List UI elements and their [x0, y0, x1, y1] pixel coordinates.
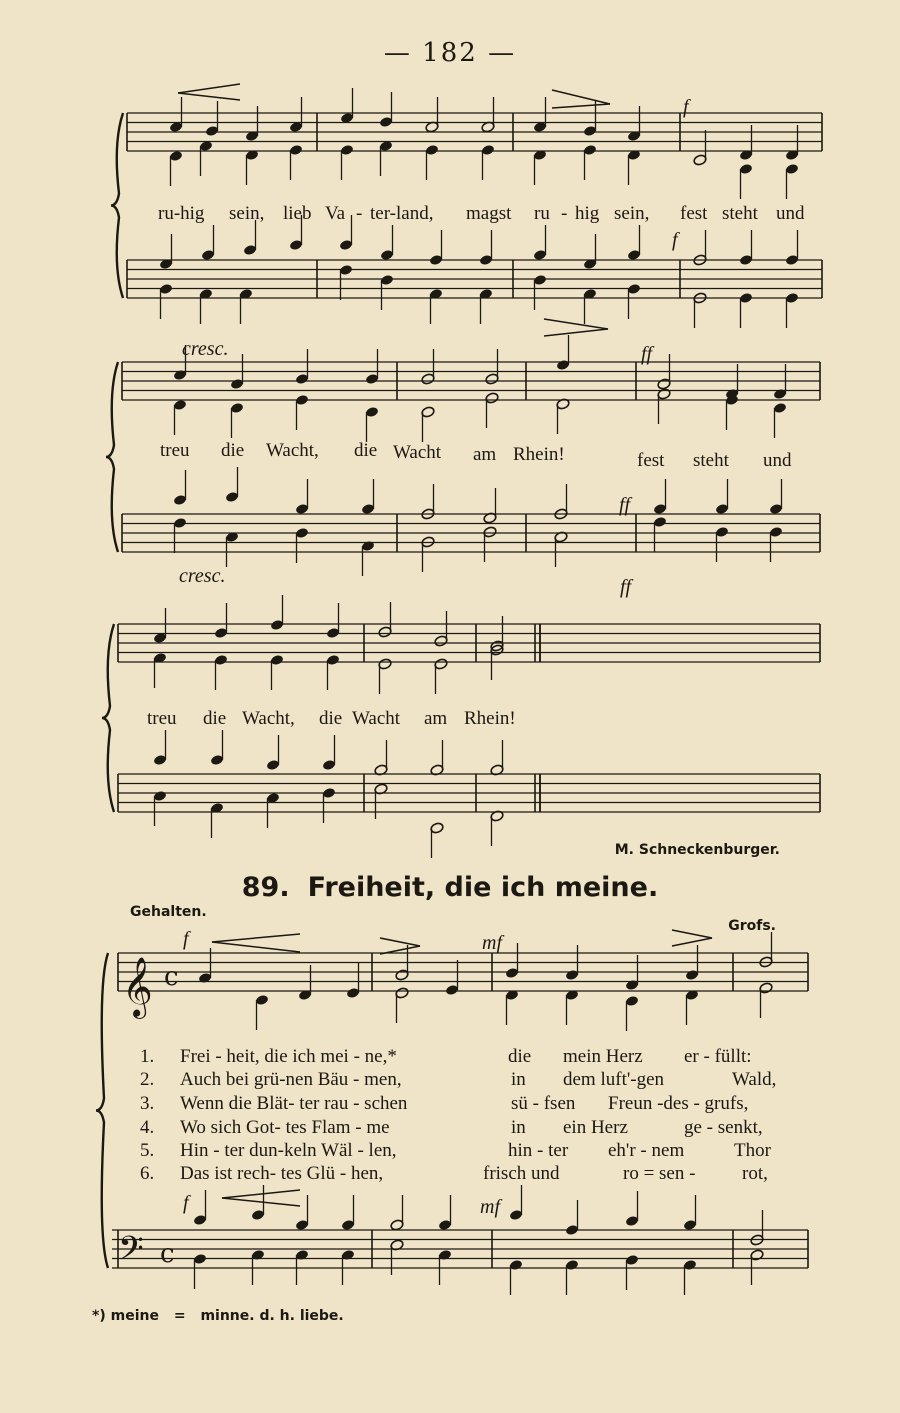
lyric-syllable: am	[473, 444, 497, 465]
verse-line	[138, 1046, 818, 1068]
verse-text: Das ist rech- tes Glü - hen,	[180, 1163, 384, 1184]
verse-line	[138, 1093, 818, 1115]
verse-text: rot,	[742, 1163, 768, 1184]
hairpin-mark	[178, 84, 240, 93]
common-time-icon: c	[164, 962, 179, 992]
verse-number: 2.	[140, 1069, 155, 1090]
dynamic-marking: ff	[620, 576, 632, 598]
footnote-word: meine	[110, 1308, 159, 1324]
verse-text: Thor	[734, 1140, 771, 1161]
footnote-gloss: minne. d. h. liebe.	[200, 1308, 344, 1324]
hairpin-mark	[222, 1190, 300, 1198]
song-title: Freiheit, die ich meine.	[307, 872, 659, 903]
verse-text: ro = sen -	[623, 1163, 696, 1184]
hairpin-mark	[672, 938, 712, 946]
lyric-syllable: ru	[534, 203, 550, 224]
system-brace	[106, 362, 118, 552]
song-heading	[0, 872, 900, 903]
verse-number: 1.	[140, 1046, 155, 1067]
lyric-syllable: die	[221, 440, 245, 461]
verse-line	[138, 1140, 818, 1162]
verse-text: ge - senkt,	[684, 1117, 763, 1138]
lyric-syllable: am	[424, 708, 448, 729]
lyric-syllable: Wacht	[352, 708, 401, 729]
verse-text: Freun -des - grufs,	[608, 1093, 749, 1114]
verse-text: sü - fsen	[511, 1093, 576, 1114]
arranger-credit: Grofs.	[728, 918, 776, 934]
page-number: — 182 —	[383, 38, 517, 68]
hairpin-mark	[672, 930, 712, 938]
lyric-syllable: die	[354, 440, 378, 461]
lyric-syllable: Va	[325, 203, 346, 224]
verse-number: 3.	[140, 1093, 155, 1114]
lyric-syllable: ru-hig	[158, 203, 205, 224]
verse-line	[138, 1069, 818, 1091]
lyric-syllable: steht	[693, 450, 729, 471]
treble-clef-icon: 𝄞	[122, 957, 153, 1017]
lyric-syllable: fest	[680, 203, 708, 224]
lyric-syllable: und	[763, 450, 792, 471]
hairpin-mark	[212, 942, 300, 952]
lyric-syllable: Wacht,	[266, 440, 319, 461]
verse-text: mein Herz	[563, 1046, 643, 1067]
verse-text: die	[508, 1046, 532, 1067]
dynamic-marking: ff	[641, 343, 653, 365]
verse-number: 5.	[140, 1140, 155, 1161]
lyric-syllable: sein,	[229, 203, 265, 224]
hairpin-mark	[212, 934, 300, 942]
verse-text: Auch bei grü-nen Bäu - men,	[180, 1069, 402, 1090]
footnote	[92, 1308, 344, 1324]
lyric-syllable: -	[356, 203, 363, 224]
dynamic-marking: f	[672, 229, 678, 251]
hairpin-mark	[222, 1198, 300, 1206]
lyric-syllable: Wacht,	[242, 708, 295, 729]
lyric-syllable: magst	[466, 203, 512, 224]
bass-clef-icon: 𝄢	[118, 1230, 144, 1276]
verse-text: eh'r - nem	[608, 1140, 685, 1161]
lyric-syllable: steht	[722, 203, 758, 224]
dynamic-marking: f	[183, 928, 189, 950]
tempo-marking: Gehalten.	[130, 904, 207, 920]
dynamic-marking: ff	[619, 494, 631, 516]
verse-text: Wo sich Got- tes Flam - me	[180, 1117, 390, 1138]
common-time-icon: c	[160, 1239, 175, 1269]
lyric-syllable: hig	[575, 203, 600, 224]
lyric-syllable: Rhein!	[464, 708, 516, 729]
verse-text: frisch und	[483, 1163, 560, 1184]
verse-line	[138, 1117, 818, 1139]
dynamic-marking: f	[183, 1192, 189, 1214]
lyric-syllable: die	[203, 708, 227, 729]
lyric-syllable: lieb	[283, 203, 312, 224]
lyric-syllable: -	[561, 203, 568, 224]
verse-text: er - füllt:	[684, 1046, 752, 1067]
dynamic-marking: mf	[480, 1196, 500, 1218]
hairpin-mark	[544, 319, 608, 329]
verse-text: in	[511, 1117, 526, 1138]
verse-text: in	[511, 1069, 526, 1090]
system-brace	[96, 953, 108, 1268]
hairpin-mark	[380, 938, 420, 946]
dynamic-marking: f	[683, 96, 689, 118]
verse-text: hin - ter	[508, 1140, 569, 1161]
lyric-syllable: treu	[160, 440, 190, 461]
verse-text: dem luft'-gen	[563, 1069, 665, 1090]
lyric-syllable: fest	[637, 450, 665, 471]
lyric-syllable: ter-land,	[370, 203, 434, 224]
footnote-equals: =	[173, 1308, 186, 1324]
hairpin-mark	[552, 90, 610, 104]
lyric-syllable: und	[776, 203, 805, 224]
dynamic-marking: cresc.	[179, 565, 226, 587]
system-brace	[111, 113, 123, 298]
verse-line	[138, 1163, 818, 1185]
system-brace	[102, 624, 114, 812]
verse-number: 4.	[140, 1117, 155, 1138]
dynamic-marking: mf	[482, 932, 502, 954]
dynamic-marking: cresc.	[182, 338, 229, 360]
verse-text: Hin - ter dun-keln Wäl - len,	[180, 1140, 397, 1161]
verse-number: 6.	[140, 1163, 155, 1184]
lyric-syllable: Wacht	[393, 442, 442, 463]
lyric-syllable: die	[319, 708, 343, 729]
lyric-syllable: sein,	[614, 203, 650, 224]
hairpin-mark	[178, 93, 240, 100]
lyric-syllable: treu	[147, 708, 177, 729]
song-number: 89.	[241, 872, 290, 903]
hairpin-mark	[544, 329, 608, 336]
composer-credit: M. Schneckenburger.	[614, 842, 780, 858]
verse-text: Wenn die Blät- ter rau - schen	[180, 1093, 408, 1114]
lyric-syllable: Rhein!	[513, 444, 565, 465]
footnote-mark: *)	[92, 1308, 106, 1324]
verse-text: Wald,	[732, 1069, 777, 1090]
hairpin-mark	[552, 104, 610, 108]
verse-text: ein Herz	[563, 1117, 628, 1138]
verse-text: Frei - heit, die ich mei - ne,*	[180, 1046, 397, 1067]
